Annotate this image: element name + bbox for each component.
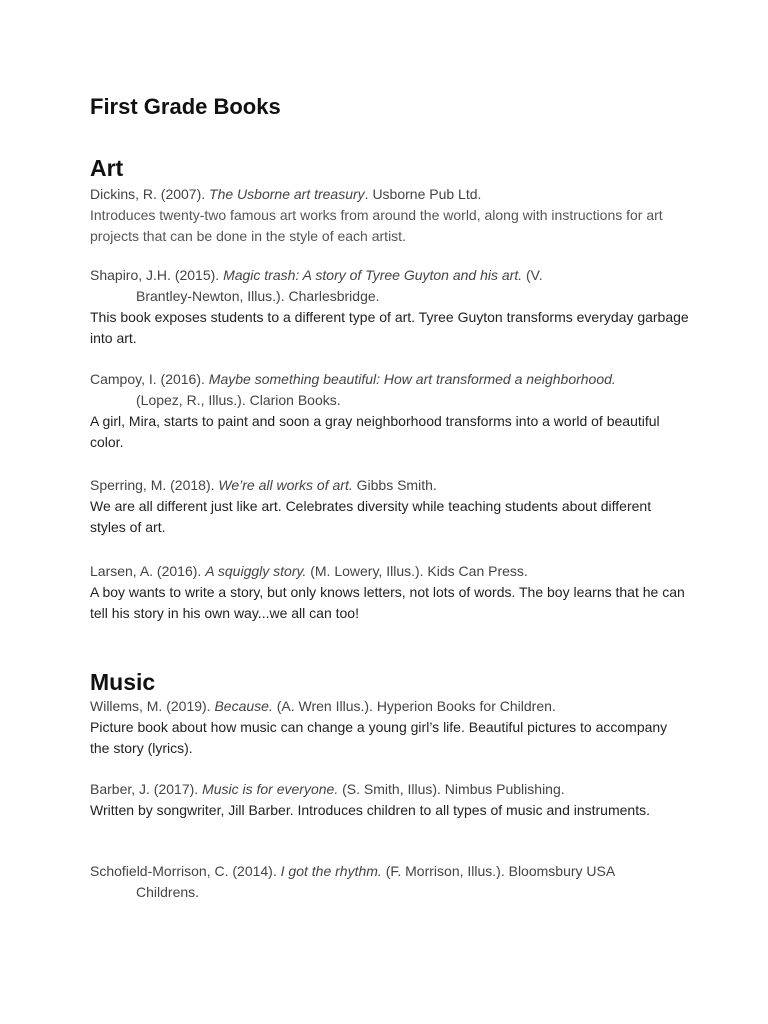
section-heading-art: Art xyxy=(90,155,124,181)
citation: Campoy, I. (2016). Maybe something beautiful: How art transformed a neighborhood. (Lopez, R., Illus.). Clarion Books. xyxy=(90,371,616,408)
book-entry xyxy=(90,475,690,538)
citation: Willems, M. (2019). Because. (A. Wren Illus.). Hyperion Books for Children. xyxy=(90,698,556,714)
book-description: This book exposes students to a different type of art. Tyree Guyton transforms everyday garbage into art. xyxy=(90,309,689,346)
book-entry xyxy=(90,696,690,759)
book-description: Introduces twenty-two famous art works from around the world, along with instructions for art projects that can be done in the style of each artist. xyxy=(90,207,663,244)
citation: Larsen, A. (2016). A squiggly story. (M. Lowery, Illus.). Kids Can Press. xyxy=(90,563,528,579)
book-entry xyxy=(90,779,690,821)
book-entry xyxy=(90,561,690,624)
book-description: A boy wants to write a story, but only knows letters, not lots of words. The boy learns that he can tell his story in his own way...we all can too! xyxy=(90,584,685,621)
book-entry xyxy=(90,861,690,903)
citation: Schofield-Morrison, C. (2014). I got the rhythm. (F. Morrison, Illus.). Bloomsbury USA Childrens. xyxy=(90,863,616,900)
book-entry xyxy=(90,265,690,349)
page-title: First Grade Books xyxy=(90,94,281,119)
citation: Dickins, R. (2007). The Usborne art treasury. Usborne Pub Ltd. xyxy=(90,186,482,202)
citation: Shapiro, J.H. (2015). Magic trash: A story of Tyree Guyton and his art. (V. Brantley-Newton, Illus.). Charlesbridge. xyxy=(90,267,543,304)
section-heading-music: Music xyxy=(90,669,156,695)
book-entry xyxy=(90,184,690,247)
book-description: Written by songwriter, Jill Barber. Introduces children to all types of music and instruments. xyxy=(90,802,650,818)
book-entry xyxy=(90,369,690,453)
book-description: We are all different just like art. Celebrates diversity while teaching students about different styles of art. xyxy=(90,498,652,535)
book-description: A girl, Mira, starts to paint and soon a gray neighborhood transforms into a world of beautiful color. xyxy=(90,413,660,450)
citation: Barber, J. (2017). Music is for everyone. (S. Smith, Illus). Nimbus Publishing. xyxy=(90,781,565,797)
book-description: Picture book about how music can change a young girl’s life. Beautiful pictures to accompany the story (lyrics). xyxy=(90,719,668,756)
citation: Sperring, M. (2018). We’re all works of art. Gibbs Smith. xyxy=(90,477,437,493)
